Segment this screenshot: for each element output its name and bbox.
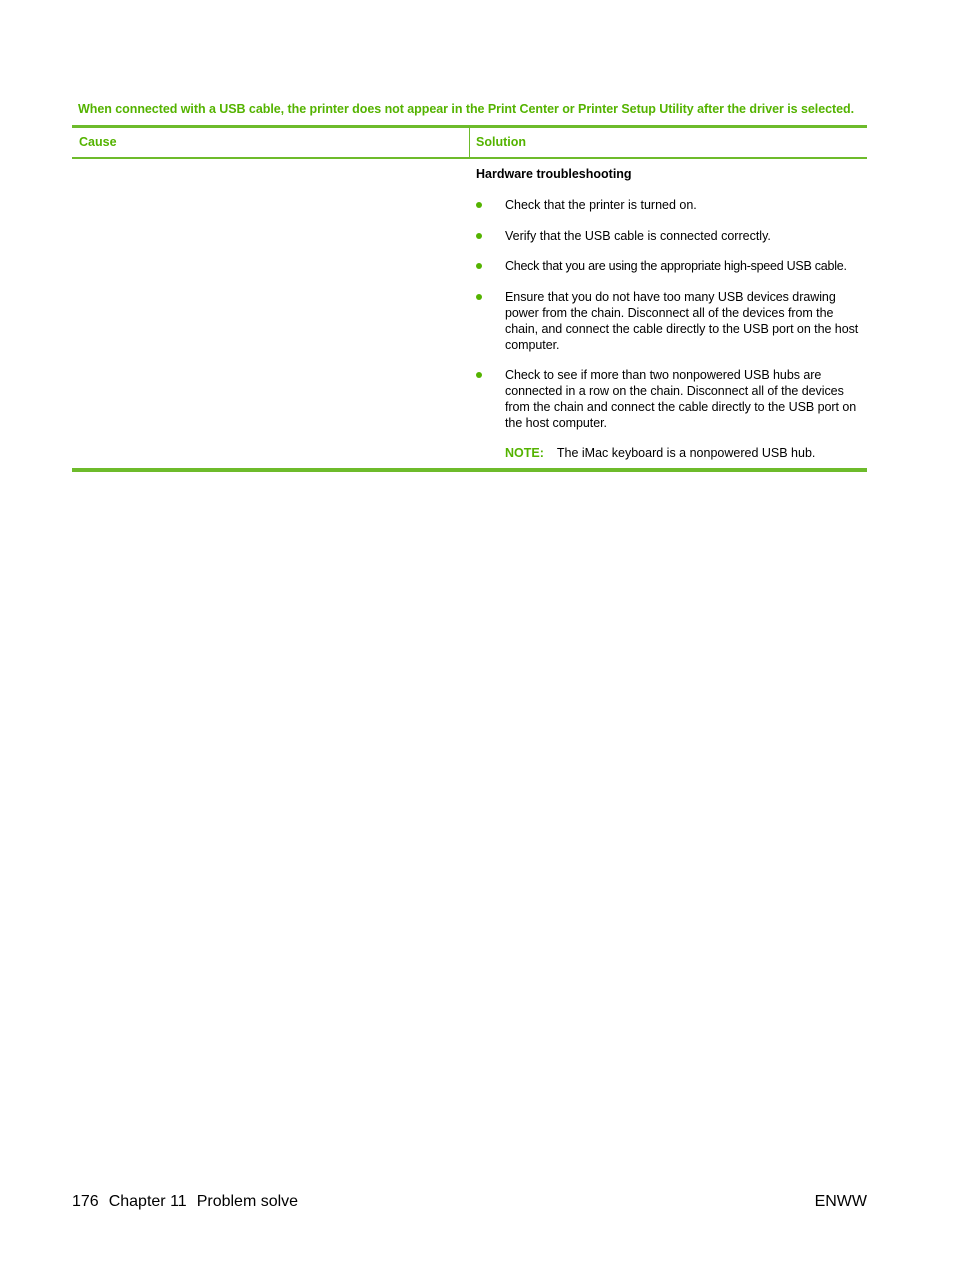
- solution-bullet-list: [476, 197, 866, 446]
- chapter-label: Chapter 11: [108, 1193, 187, 1210]
- solution-heading: Hardware troubleshooting: [476, 167, 632, 181]
- note-text: The iMac keyboard is a nonpowered USB hub.: [556, 446, 816, 460]
- bullet-icon: [476, 263, 482, 269]
- footer-left: [72, 1193, 308, 1211]
- bullet-icon: [476, 372, 482, 378]
- bullet-icon: [476, 294, 482, 300]
- list-item: [476, 197, 885, 213]
- page-number: 176: [72, 1193, 99, 1210]
- chapter-title: Problem solve: [196, 1193, 299, 1210]
- column-header-cause: Cause: [79, 135, 117, 149]
- note: [505, 446, 815, 460]
- table-bottom-rule: [72, 468, 867, 472]
- column-header-solution: Solution: [476, 135, 526, 149]
- list-item-text: Ensure that you do not have too many USB devices drawing power from the chain. Disconnect all of the devices from the chain, and connect the cable directly to the USB port on the host computer.: [505, 289, 859, 352]
- list-item: [476, 258, 895, 274]
- list-item-text: Check that you are using the appropriate high-speed USB cable.: [505, 259, 847, 273]
- column-divider: [469, 128, 470, 158]
- list-item: [476, 228, 885, 244]
- list-item: [476, 289, 866, 353]
- list-item: [476, 367, 866, 431]
- list-item-text: Check that the printer is turned on.: [505, 198, 697, 212]
- bullet-icon: [476, 233, 482, 239]
- footer-right: ENWW: [814, 1193, 867, 1210]
- note-label: NOTE:: [505, 446, 544, 460]
- table-header-rule: [72, 157, 867, 159]
- list-item-text: Check to see if more than two nonpowered USB hubs are connected in a row on the chain. Disconnect all of the devices from the chain and connect the cable directly to the USB port on the host computer.: [505, 368, 857, 430]
- bullet-icon: [476, 202, 482, 208]
- list-item-text: Verify that the USB cable is connected correctly.: [505, 228, 771, 243]
- section-title: When connected with a USB cable, the printer does not appear in the Print Center or Printer Setup Utility after the driver is selected.: [78, 102, 855, 116]
